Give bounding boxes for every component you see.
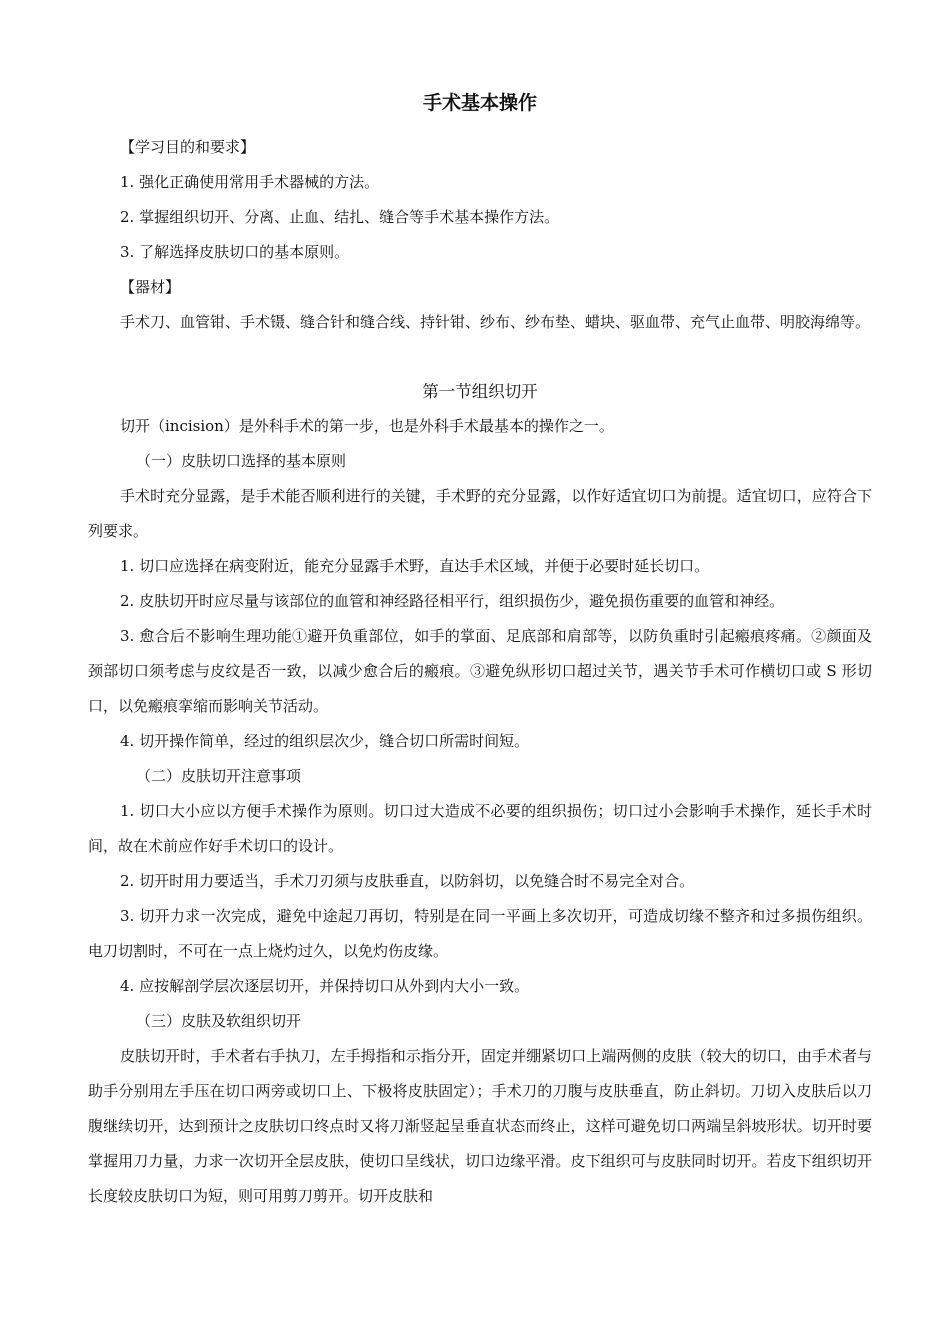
subsection-heading: （一）皮肤切口选择的基本原则 xyxy=(136,452,347,470)
list-item: 1. 切口大小应以方便手术操作为原则。切口过大造成不必要的组织损伤；切口过小会影响手术操作，延长手术时间，故在术前应作好手术切口的设计。 xyxy=(88,802,872,855)
list-item: 1. 切口应选择在病变附近，能充分显露手术野，直达手术区域，并便于必要时延长切口。 xyxy=(120,557,710,575)
list-item: 4. 切开操作简单，经过的组织层次少，缝合切口所需时间短。 xyxy=(120,732,530,750)
list-item: 3. 愈合后不影响生理功能①避开负重部位，如手的掌面、足底部和肩部等，以防负重时引起瘢痕疼痛。②颜面及颈部切口须考虑与皮纹是否一致，以减少愈合后的瘢痕。③避免纵形切口超过关节，遇关节手术可作横切口或 S 形切口，以免瘢痕挛缩而影响关节活动。 xyxy=(88,627,872,715)
document-title: 手术基本操作 xyxy=(422,92,537,114)
list-item: 4. 应按解剖学层次逐层切开，并保持切口从外到内大小一致。 xyxy=(120,977,530,995)
list-item: 3. 切开力求一次完成，避免中途起刀再切，特别是在同一平画上多次切开，可造成切缘不整齐和过多损伤组织。电刀切割时，不可在一点上烧灼过久，以免灼伤皮缘。 xyxy=(88,907,872,960)
paragraph: 手术时充分显露，是手术能否顺利进行的关键，手术野的充分显露，以作好适宜切口为前提。适宜切口，应符合下列要求。 xyxy=(88,487,872,540)
document-body xyxy=(88,88,872,1214)
equipment-text: 手术刀、血管钳、手术镊、缝合针和缝合线、持针钳、纱布、纱布垫、蜡块、驱血带、充气止血带、明胶海绵等。 xyxy=(120,313,871,331)
paragraph: 皮肤切开时，手术者右手执刀，左手拇指和示指分开，固定并绷紧切口上端两侧的皮肤（较大的切口，由手术者与助手分别用左手压在切口两旁或切口上、下极将皮肤固定）；手术刀的刀腹与皮肤垂直，防止斜切。刀切入皮肤后以刀腹继续切开，达到预计之皮肤切口终点时又将刀渐竖起呈垂直状态而终止，这样可避免切口两端呈斜坡形状。切开时要掌握用刀力量，力求一次切开全层皮肤，使切口呈线状，切口边缘平滑。皮下组织可与皮肤同时切开。若皮下组织切开长度较皮肤切口为短，则可用剪刀剪开。切开皮肤和 xyxy=(88,1047,872,1205)
section-spacer xyxy=(88,340,872,374)
objective-item: 1. 强化正确使用常用手术器械的方法。 xyxy=(120,173,380,191)
section-heading: 第一节组织切开 xyxy=(422,382,538,401)
list-item: 2. 切开时用力要适当，手术刀刃须与皮肤垂直，以防斜切，以免缝合时不易完全对合。 xyxy=(120,872,695,890)
objective-item: 2. 掌握组织切开、分离、止血、结扎、缝合等手术基本操作方法。 xyxy=(120,208,560,226)
section-intro: 切开（incision）是外科手术的第一步，也是外科手术最基本的操作之一。 xyxy=(120,417,614,435)
objectives-heading: 【学习目的和要求】 xyxy=(120,138,256,156)
list-item: 2. 皮肤切开时应尽量与该部位的血管和神经路径相平行，组织损伤少，避免损伤重要的血管和神经。 xyxy=(120,592,785,610)
subsection-heading: （三）皮肤及软组织切开 xyxy=(136,1012,302,1030)
subsection-heading: （二）皮肤切开注意事项 xyxy=(136,767,302,785)
equipment-heading: 【器材】 xyxy=(120,278,181,296)
objective-item: 3. 了解选择皮肤切口的基本原则。 xyxy=(120,243,350,261)
